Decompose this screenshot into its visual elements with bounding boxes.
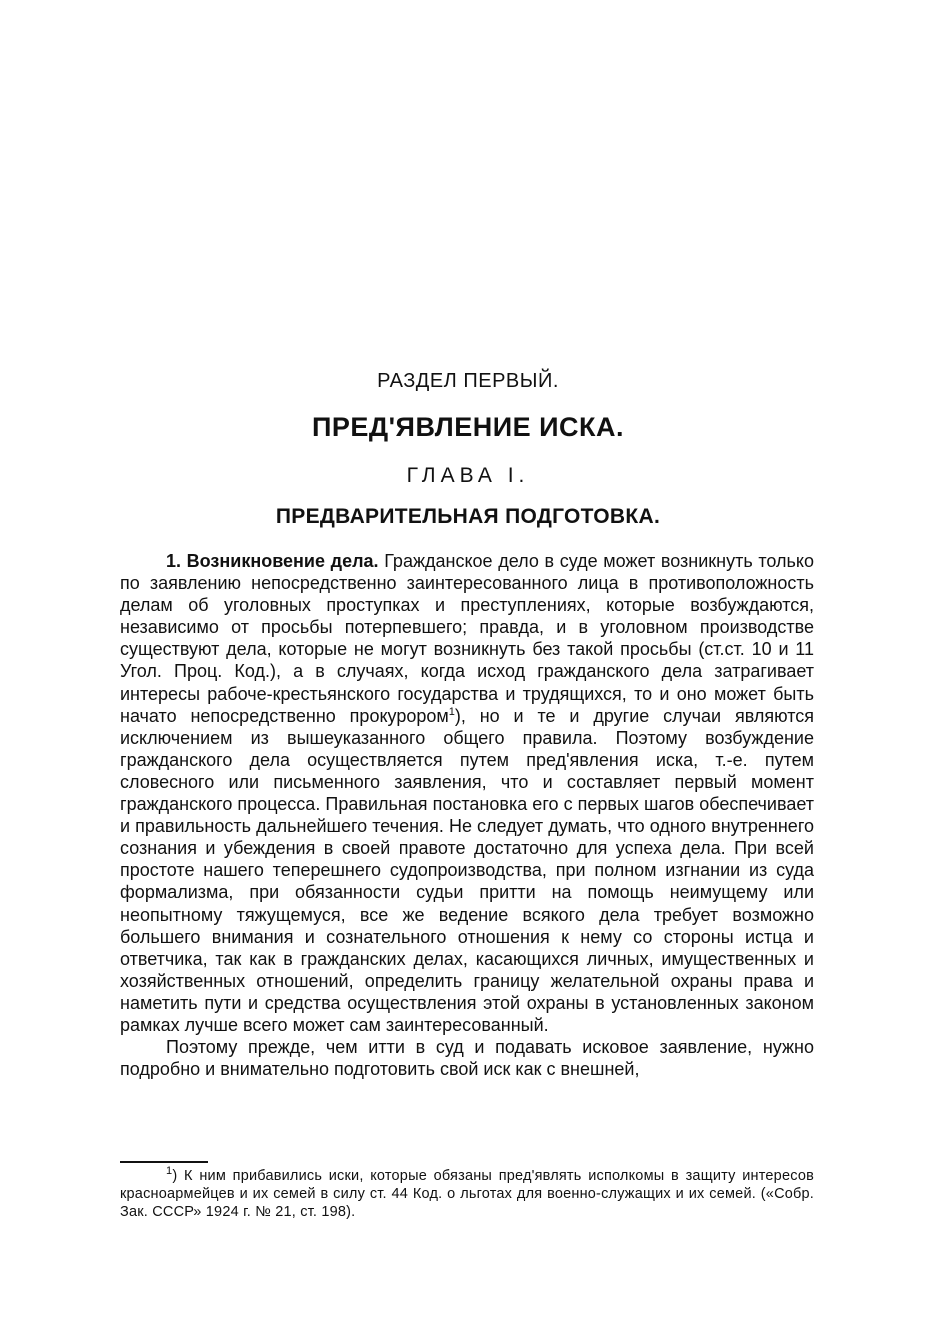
paragraph-1 [120, 550, 814, 1036]
paragraph-2: Поэтому прежде, чем итти в суд и подавать исковое заявление, нужно подробно и внимательно подготовить свой иск как с внешней, [120, 1037, 814, 1080]
footnote-divider [120, 1161, 208, 1163]
footnote-reference: 1 [448, 705, 455, 718]
footnote-text: ) К ним прибавились иски, которые обязаны пред'являть исполкомы в защиту интересов красноармейцев и их семей в силу ст. 44 Код. о льготах для военно-служащих и их семей. («Собр. Зак. СССР» 1924 г. № 21, ст. 198). [120, 1168, 814, 1220]
footnote [120, 1167, 814, 1221]
body-text [120, 550, 814, 1080]
footnote-paragraph [120, 1167, 814, 1221]
footnote-mark: 1 [166, 1165, 173, 1178]
chapter-title: ПРЕДВАРИТЕЛЬНАЯ ПОДГОТОВКА. [275, 505, 661, 528]
chapter-label: ГЛАВА I. [406, 464, 530, 487]
section-label: РАЗДЕЛ ПЕРВЫЙ. [377, 370, 559, 392]
paragraph-1-text-continued: ), но и те и другие случаи являются исключением из вышеуказанного общего правила. Поэтому возбуждение гражданского дела осуществляется путем пред'явления иска, т.-е. путем словесного или письменного заявления, что и составляет первый момент гражданского процесса. Правильная постановка его с первых шагов обеспечивает и правильность дальнейшего течения. Не следует думать, что одного внутреннего сознания и убеждения в своей правоте достаточно для успеха дела. При всей простоте нашего теперешнего судопроизводства, при полном изгнании из суда формализма, при обязанности судьи притти на помощь неимущему или неопытному тяжущемуся, все же ведение всякого дела требует возможно большего внимания и сознательного отношения к нему со стороны истца и ответчика, так как в гражданских делах, касающихся личных, имущественных и хозяйственных отношений, определить границу желательной охраны права и наметить пути и средства осуществления этой охраны в установленных законом рамках лучше всего может сам заинтересованный. [120, 705, 814, 1035]
paragraph-1-text: Гражданское дело в суде может возникнуть только по заявлению непосредственно заинтересованного лица в противоположность делам об уголовных проступках и преступлениях, которые возбуждаются, независимо от просьбы потерпевшего; правда, и в уголовном производстве существуют дела, которые не могут возникнуть без такой просьбы (ст.ст. 10 и 11 Угол. Проц. Код.), а в случаях, когда исход гражданского дела затрагивает интересы рабоче-крестьянского государства и трудящихся, то и оно может быть начато непосредственно прокурором [120, 551, 814, 726]
paragraph-heading: 1. Возникновение дела. [166, 551, 379, 571]
section-title: ПРЕД'ЯВЛЕНИЕ ИСКА. [311, 412, 625, 442]
